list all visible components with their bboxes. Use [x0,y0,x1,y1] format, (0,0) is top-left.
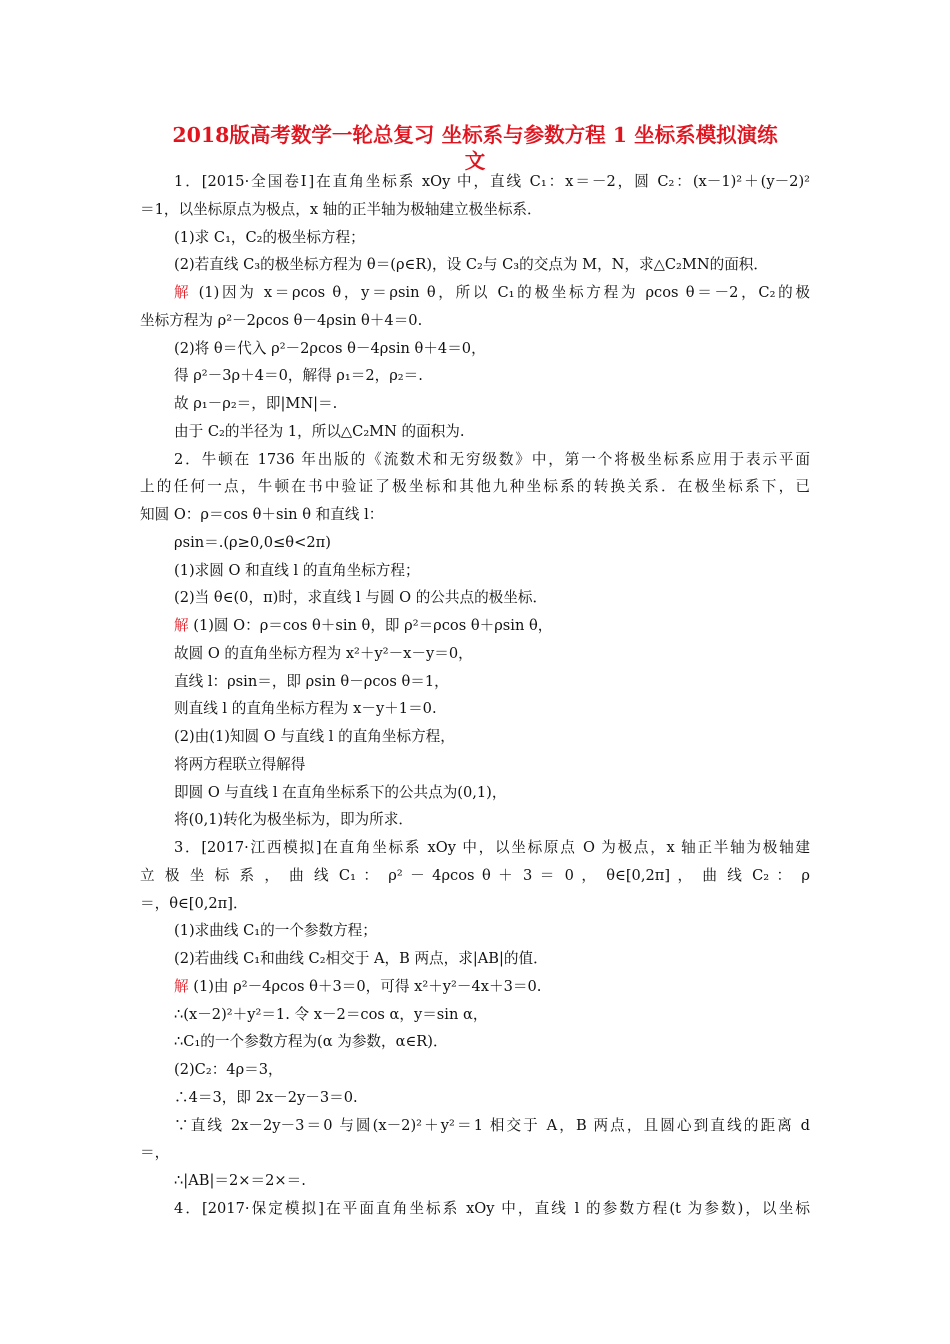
line-text: (1)由 ρ²－4ρcos θ＋3＝0，可得 x²＋y²－4x＋3＝0. [188,977,542,995]
line-text: 直线 l：ρsin＝，即 ρsin θ－ρcos θ＝1， [174,672,449,690]
line-text: 坐标方程为 ρ²－2ρcos θ－4ρsin θ＋4＝0. [140,311,423,329]
line-text: 故 ρ₁－ρ₂＝，即|MN|＝. [174,395,338,412]
solution-marker: 解 [174,284,192,301]
document-title [120,122,830,174]
line-text: (2)若曲线 C₁和曲线 C₂相交于 A，B 两点，求|AB|的值． [174,950,548,967]
text-line [174,422,810,442]
line-text: 上的任何一点，牛顿在书中验证了极坐标和其他九种坐标系的转换关系．在极坐标系下，已 [140,478,810,496]
text-line [174,755,810,775]
line-text: ＝， [140,1144,170,1162]
text-line [174,1171,810,1191]
line-text: ＝，θ∈[0,2π]． [140,894,248,912]
text-line [174,283,810,303]
line-text: 将(0,1)转化为极坐标为，即为所求． [174,811,413,829]
line-text: 1．[2015·全国卷Ⅰ]在直角坐标系 xOy 中，直线 C₁：x＝－2，圆 C₂：(x－1)²＋(y－2)² [174,173,810,190]
text-line [174,394,810,414]
text-line [140,311,810,331]
text-line [174,172,810,192]
line-text: ∴|AB|＝2×＝2×＝. [174,1172,306,1189]
line-text: (2)将 θ＝代入 ρ²－2ρcos θ－4ρsin θ＋4＝0， [174,339,486,357]
line-text: ∴C₁的一个参数方程为(α 为参数，α∈R)． [174,1033,448,1051]
text-line [174,533,810,553]
text-line [174,1032,810,1052]
text-line [174,949,810,969]
line-text: ∴4＝3，即 2x－2y－3＝0. [174,1088,358,1106]
text-line [140,477,810,497]
text-line [174,616,810,636]
line-text: 立 极 坐 标 系 ， 曲 线 C₁ ： ρ² － 4ρcos θ ＋ 3 ＝ 0 ， θ∈[0,2π] ， 曲 线 C₂ ： ρ [140,866,810,884]
text-line [140,505,810,525]
line-text: (1)求圆 O 和直线 l 的直角坐标方程； [174,561,420,579]
text-line [174,699,810,719]
text-line [174,366,810,386]
line-text: ∵直线 2x－2y－3＝0 与圆(x－2)²＋y²＝1 相交于 A，B 两点，且圆心到直线的距离 d [174,1116,810,1134]
text-line [174,727,810,747]
text-line [174,810,810,830]
text-line [174,228,810,248]
solution-marker: 解 [174,977,189,995]
line-text: 3．[2017·江西模拟]在直角坐标系 xOy 中，以坐标原点 O 为极点，x 轴正半轴为极轴建 [174,839,810,856]
text-line [174,1199,810,1219]
line-text: 4．[2017·保定模拟]在平面直角坐标系 xOy 中，直线 l 的参数方程(t 为参数)，以坐标 [174,1199,810,1217]
text-line [174,1060,810,1080]
text-line [174,339,810,359]
text-line [174,838,810,858]
line-text: 由于 C₂的半径为 1，所以△C₂MN 的面积为. [174,422,465,440]
text-line [174,921,810,941]
text-line [174,644,810,664]
title-line-1: 2018版高考数学一轮总复习 坐标系与参数方程 1 坐标系模拟演练 [172,123,778,147]
text-line [140,200,810,220]
line-text: 将两方程联立得解得 [174,755,306,773]
text-line [174,1088,810,1108]
text-line [174,255,810,275]
line-text: 则直线 l 的直角坐标方程为 x－y＋1＝0. [174,700,437,718]
text-line [174,588,810,608]
text-line [174,672,810,692]
text-line [140,866,810,886]
line-text: ρsin＝.(ρ≥0,0≤θ<2π) [174,533,331,551]
line-text: (2)C₂：4ρ＝3， [174,1061,283,1078]
solution-marker: 解 [174,617,189,634]
line-text: (2)当 θ∈(0，π)时，求直线 l 与圆 O 的公共点的极坐标． [174,589,548,607]
text-line [140,894,810,914]
line-text: ＝1，以坐标原点为极点，x 轴的正半轴为极轴建立极坐标系． [140,200,542,218]
text-line [140,1143,810,1163]
line-text: (1)因为 x＝ρcos θ，y＝ρsin θ，所以 C₁的极坐标方程为 ρcos θ＝－2，C₂的极 [191,284,810,301]
line-text: 即圆 O 与直线 l 在直角坐标系下的公共点为(0,1)， [174,783,507,801]
line-text: 知圆 O：ρ＝cos θ＋sin θ 和直线 l： [140,506,384,523]
line-text: (1)求 C₁，C₂的极坐标方程； [174,228,365,246]
line-text: ∴(x－2)²＋y²＝1. 令 x－2＝cos α，y＝sin α， [174,1005,488,1023]
line-text: (2)由(1)知圆 O 与直线 l 的直角坐标方程， [174,728,455,745]
text-line [174,561,810,581]
line-text: 得 ρ²－3ρ＋4＝0，解得 ρ₁＝2，ρ₂＝. [174,367,423,385]
text-line [174,1005,810,1025]
title-line-2: 文 [464,149,486,173]
line-text: 2．牛顿在 1736 年出版的《流数术和无穷级数》中，第一个将极坐标系应用于表示平面 [174,450,810,468]
text-line [174,977,810,997]
line-text: 故圆 O 的直角坐标方程为 x²＋y²－x－y＝0， [174,644,473,662]
text-line [174,1116,810,1136]
line-text: (1)圆 O：ρ＝cos θ＋sin θ，即 ρ²＝ρcos θ＋ρsin θ， [188,617,553,634]
text-line [174,783,810,803]
line-text: (2)若直线 C₃的极坐标方程为 θ＝(ρ∈R)，设 C₂与 C₃的交点为 M，N，求△C₂MN的面积． [174,256,768,274]
text-line [174,450,810,470]
line-text: (1)求曲线 C₁的一个参数方程； [174,922,377,940]
